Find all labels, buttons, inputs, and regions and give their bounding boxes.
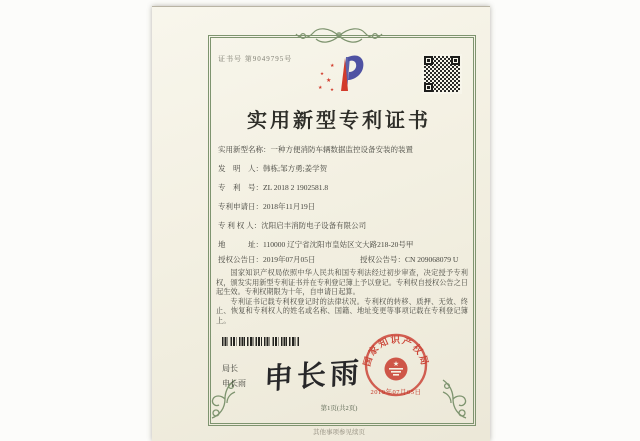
director-block bbox=[222, 361, 246, 391]
svg-text:★: ★ bbox=[320, 72, 325, 77]
seal-ring-text: 国家知识产权局 bbox=[362, 335, 430, 368]
patent-fields bbox=[218, 140, 470, 254]
field-row-patent-no bbox=[218, 178, 470, 197]
barcode bbox=[222, 337, 300, 346]
grant-row bbox=[218, 254, 470, 265]
director-signature: 申长雨 bbox=[263, 356, 364, 396]
field-label: 专利申请日： bbox=[218, 202, 263, 211]
grant-date-label: 授权公告日： bbox=[218, 255, 263, 264]
field-row-filing-date bbox=[218, 197, 470, 216]
field-row-inventors bbox=[218, 159, 470, 178]
certificate-number: 证书号 第9049795号 bbox=[218, 55, 293, 63]
footer-note: 其他事项参见续页 bbox=[313, 429, 365, 436]
grant-number-value: CN 209068079 U bbox=[405, 255, 459, 264]
page-number: 第1页(共2页) bbox=[320, 405, 358, 412]
director-title: 局长 bbox=[222, 364, 238, 373]
seal-national-emblem-icon bbox=[385, 358, 408, 381]
qr-finder-icon bbox=[451, 56, 460, 65]
seal-date: 2019年07月05日 bbox=[370, 389, 422, 396]
cnipa-patent-logo-icon bbox=[312, 49, 366, 97]
field-value: 2018年11月19日 bbox=[263, 202, 316, 211]
field-label: 专 利 权 人： bbox=[218, 221, 262, 230]
qr-finder-icon bbox=[424, 56, 433, 65]
legal-paragraph-1: 国家知识产权局依照中华人民共和国专利法经过初步审查，决定授予专利权，颁发实用新型专利证书并在专利登记簿上予以登记。专利权自授权公告之日起生效。专利权期限为十年，自申请日起算。 bbox=[216, 269, 468, 297]
field-label: 专 利 号： bbox=[218, 183, 263, 192]
legal-paragraphs bbox=[216, 269, 468, 327]
field-row-address bbox=[218, 235, 470, 254]
certificate-title: 实用新型专利证书 bbox=[247, 110, 431, 132]
qr-code bbox=[424, 56, 460, 92]
field-value: 110000 辽宁省沈阳市皇姑区文大路218-20号甲 bbox=[263, 240, 414, 249]
field-value: ZL 2018 2 1902581.8 bbox=[263, 183, 329, 192]
field-value: 沈阳启丰消防电子设备有限公司 bbox=[261, 221, 367, 230]
grant-date-value: 2019年07月05日 bbox=[263, 255, 316, 264]
bottom-right-corner-ornament-icon bbox=[441, 378, 468, 420]
svg-text:★: ★ bbox=[392, 360, 400, 368]
qr-finder-icon bbox=[424, 83, 433, 92]
top-flourish-ornament-icon bbox=[289, 24, 389, 48]
certificate-paper bbox=[152, 6, 490, 441]
grant-number-label: 授权公告号： bbox=[360, 255, 405, 264]
svg-text:★: ★ bbox=[326, 77, 332, 84]
svg-text:★: ★ bbox=[318, 85, 323, 91]
field-label: 地 址： bbox=[218, 240, 263, 249]
director-name: 申长雨 bbox=[222, 379, 246, 388]
field-row-patentee bbox=[218, 216, 470, 235]
field-value: 韩栋;邹方勇;姜学贺 bbox=[263, 164, 328, 173]
svg-text:★: ★ bbox=[330, 63, 335, 69]
svg-text:★: ★ bbox=[330, 88, 335, 93]
field-label: 发 明 人： bbox=[218, 164, 263, 173]
field-value: 一种方便消防车辆数据监控设备安装的装置 bbox=[270, 145, 413, 154]
field-row-name bbox=[218, 140, 470, 159]
field-label: 实用新型名称： bbox=[218, 145, 271, 154]
legal-paragraph-2: 专利证书记载专利权登记时的法律状况。专利权的转移、质押、无效、终止、恢复和专利权人的姓名或名称、国籍、地址变更等事项记载在专利登记簿上。 bbox=[216, 297, 468, 325]
grant-number bbox=[360, 254, 458, 265]
grant-date bbox=[218, 255, 316, 264]
